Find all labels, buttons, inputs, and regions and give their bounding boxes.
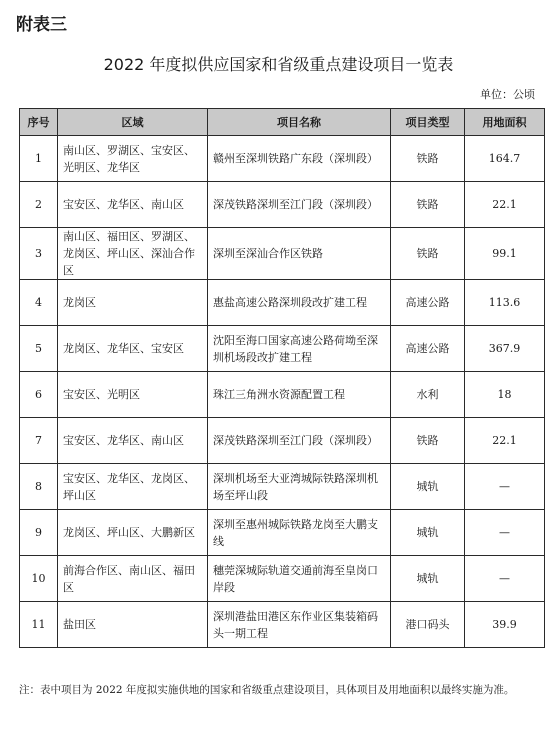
table-row — [20, 228, 545, 280]
cell-region: 宝安区、龙华区、龙岗区、坪山区 — [58, 464, 208, 510]
cell-land-area: — — [465, 464, 545, 510]
table-row — [20, 372, 545, 418]
cell-project-name: 惠盐高速公路深圳段改扩建工程 — [208, 280, 391, 326]
cell-region: 宝安区、龙华区、南山区 — [58, 418, 208, 464]
cell-project-name: 珠江三角洲水资源配置工程 — [208, 372, 391, 418]
cell-project-type: 城轨 — [391, 464, 465, 510]
cell-number: 9 — [20, 510, 58, 556]
cell-number: 7 — [20, 418, 58, 464]
cell-project-type: 高速公路 — [391, 326, 465, 372]
cell-land-area: 18 — [465, 372, 545, 418]
projects-table — [19, 108, 545, 648]
cell-region: 龙岗区、坪山区、大鹏新区 — [58, 510, 208, 556]
cell-region: 南山区、福田区、罗湖区、龙岗区、坪山区、深汕合作区 — [58, 228, 208, 280]
cell-project-type: 铁路 — [391, 182, 465, 228]
cell-number: 2 — [20, 182, 58, 228]
appendix-label: 附表三 — [16, 15, 67, 35]
cell-number: 1 — [20, 136, 58, 182]
cell-project-type: 港口码头 — [391, 602, 465, 648]
table-row — [20, 556, 545, 602]
cell-project-name: 深圳机场至大亚湾城际铁路深圳机场至坪山段 — [208, 464, 391, 510]
cell-land-area: — — [465, 510, 545, 556]
cell-project-name: 深圳至深汕合作区铁路 — [208, 228, 391, 280]
cell-project-name: 穗莞深城际轨道交通前海至皇岗口岸段 — [208, 556, 391, 602]
document-title: 2022 年度拟供应国家和省级重点建设项目一览表 — [103, 55, 454, 74]
table-row — [20, 182, 545, 228]
cell-project-type: 铁路 — [391, 418, 465, 464]
table-row — [20, 602, 545, 648]
cell-land-area: 367.9 — [465, 326, 545, 372]
table-row — [20, 326, 545, 372]
cell-land-area: 113.6 — [465, 280, 545, 326]
cell-project-type: 城轨 — [391, 556, 465, 602]
cell-region: 龙岗区、龙华区、宝安区 — [58, 326, 208, 372]
cell-project-name: 赣州至深圳铁路广东段（深圳段） — [208, 136, 391, 182]
header-region: 区域 — [58, 109, 208, 136]
table-row — [20, 464, 545, 510]
footnote: 注：表中项目为 2022 年度拟实施供地的国家和省级重点建设项目，具体项目及用地面积以最终实施为准。 — [19, 684, 515, 696]
cell-project-name: 深圳至惠州城际铁路龙岗至大鹏支线 — [208, 510, 391, 556]
cell-land-area: 39.9 — [465, 602, 545, 648]
table-header-row — [20, 109, 545, 136]
cell-region: 宝安区、龙华区、南山区 — [58, 182, 208, 228]
cell-land-area: — — [465, 556, 545, 602]
header-number: 序号 — [20, 109, 58, 136]
header-land-area: 用地面积 — [465, 109, 545, 136]
table-row — [20, 136, 545, 182]
cell-land-area: 22.1 — [465, 418, 545, 464]
cell-region: 宝安区、光明区 — [58, 372, 208, 418]
cell-number: 3 — [20, 228, 58, 280]
cell-number: 4 — [20, 280, 58, 326]
cell-region: 前海合作区、南山区、福田区 — [58, 556, 208, 602]
cell-number: 6 — [20, 372, 58, 418]
cell-number: 10 — [20, 556, 58, 602]
cell-project-type: 铁路 — [391, 136, 465, 182]
table-body — [20, 136, 545, 648]
header-project-type: 项目类型 — [391, 109, 465, 136]
cell-region: 龙岗区 — [58, 280, 208, 326]
table-row — [20, 418, 545, 464]
table-row — [20, 510, 545, 556]
cell-region: 南山区、罗湖区、宝安区、光明区、龙华区 — [58, 136, 208, 182]
cell-project-type: 高速公路 — [391, 280, 465, 326]
cell-land-area: 99.1 — [465, 228, 545, 280]
cell-project-name: 深圳港盐田港区东作业区集装箱码头一期工程 — [208, 602, 391, 648]
cell-project-type: 水利 — [391, 372, 465, 418]
cell-project-name: 深茂铁路深圳至江门段（深圳段） — [208, 418, 391, 464]
header-project-name: 项目名称 — [208, 109, 391, 136]
cell-project-name: 深茂铁路深圳至江门段（深圳段） — [208, 182, 391, 228]
cell-number: 11 — [20, 602, 58, 648]
cell-number: 8 — [20, 464, 58, 510]
cell-project-name: 沈阳至海口国家高速公路荷坳至深圳机场段改扩建工程 — [208, 326, 391, 372]
cell-project-type: 铁路 — [391, 228, 465, 280]
cell-project-type: 城轨 — [391, 510, 465, 556]
unit-label: 单位：公顷 — [480, 88, 535, 101]
cell-number: 5 — [20, 326, 58, 372]
cell-land-area: 164.7 — [465, 136, 545, 182]
table-row — [20, 280, 545, 326]
cell-region: 盐田区 — [58, 602, 208, 648]
cell-land-area: 22.1 — [465, 182, 545, 228]
